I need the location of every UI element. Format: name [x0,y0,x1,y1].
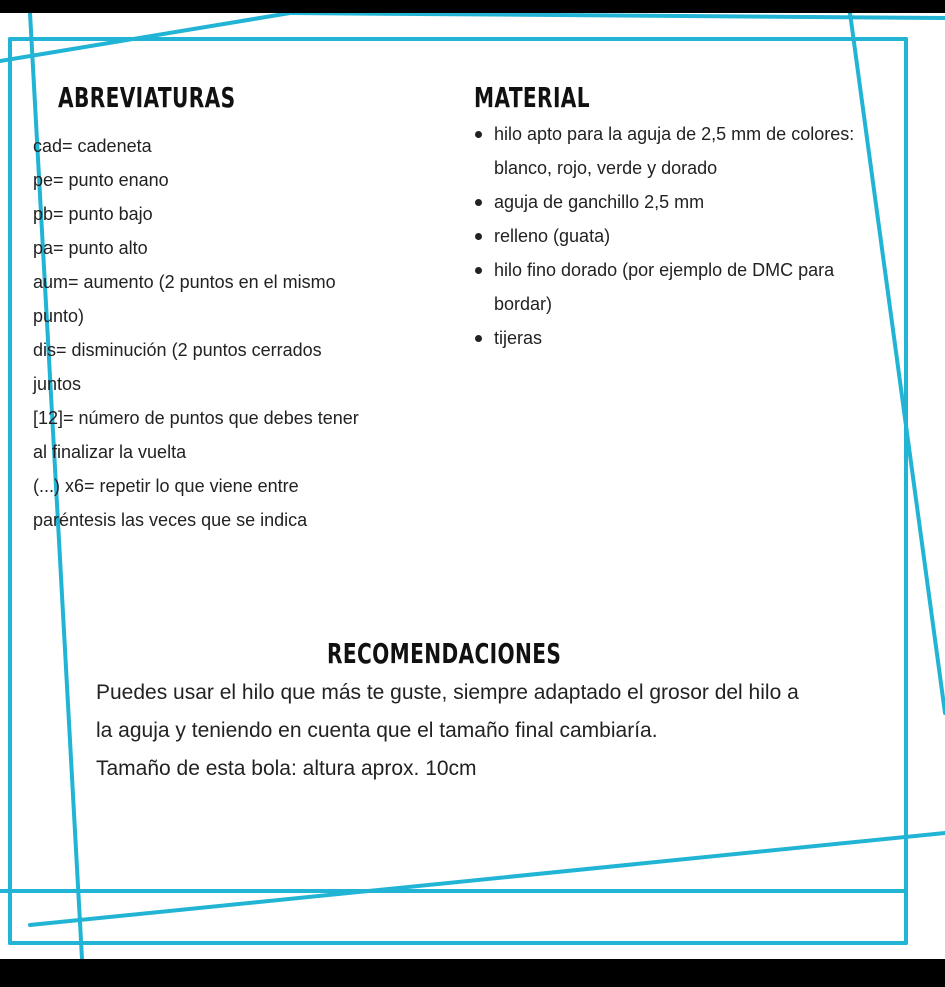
abbreviation-line: dis= disminución (2 puntos cerrados [33,340,322,360]
material-item: relleno (guata) [470,219,870,253]
abbreviation-line: paréntesis las veces que se indica [33,510,308,530]
material-title: MATERIAL [474,81,590,114]
material-item: aguja de ganchillo 2,5 mm [470,185,870,219]
abbreviation-line: punto) [33,306,85,326]
ball-size-text: Tamaño de esta bola: altura aprox. 10cm [96,757,477,780]
recommendations-body [96,674,816,788]
abbreviation-line: [12]= número de puntos que debes tener [33,408,359,428]
recommendations-title: RECOMENDACIONES [327,637,562,670]
abbreviation-line: juntos [33,374,82,394]
abbreviation-line: aum= aumento (2 puntos en el mismo [33,272,336,292]
frame-line [30,833,945,925]
frame-line [290,13,945,18]
material-item: tijeras [470,321,870,355]
material-list [470,117,870,355]
abbreviations-list [33,129,443,537]
abbreviation-line: (...) x6= repetir lo que viene entre [33,476,299,496]
material-item: hilo apto para la aguja de 2,5 mm de colores: blanco, rojo, verde y dorado [470,117,870,185]
abbreviation-line: cad= cadeneta [33,136,152,156]
recommendations-text: Puedes usar el hilo que más te guste, siempre adaptado el grosor del hilo a la aguja y teniendo en cuenta que el tamaño final cambiaría. [96,681,799,742]
document-page [0,13,945,959]
abbreviation-line: pb= punto bajo [33,204,153,224]
abbreviation-line: pa= punto alto [33,238,148,258]
abbreviations-title: ABREVIATURAS [58,81,236,114]
abbreviation-line: al finalizar la vuelta [33,442,187,462]
abbreviation-line: pe= punto enano [33,170,169,190]
material-item: hilo fino dorado (por ejemplo de DMC para bordar) [470,253,870,321]
